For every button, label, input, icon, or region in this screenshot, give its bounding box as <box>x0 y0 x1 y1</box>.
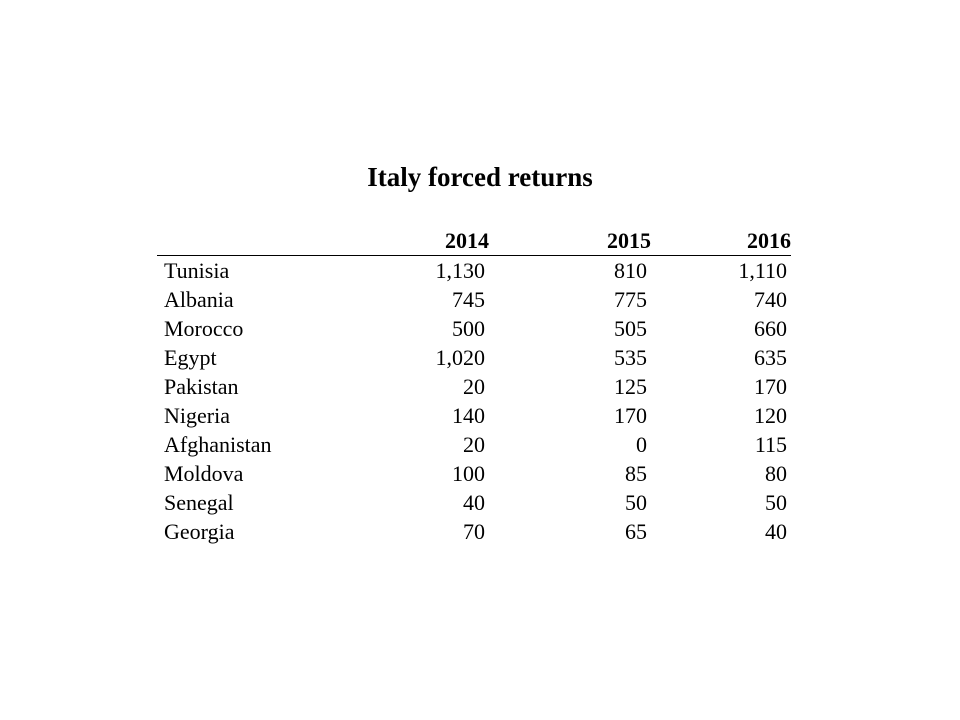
table-header-row <box>157 226 791 256</box>
country-cell: Egypt <box>164 345 217 370</box>
country-cell: Morocco <box>164 316 244 341</box>
value-cell-2015: 775 <box>614 287 647 312</box>
value-cell-2015: 535 <box>614 345 647 370</box>
value-cell-2014: 500 <box>452 316 485 341</box>
column-header-2014: 2014 <box>324 226 489 256</box>
country-cell: Moldova <box>164 461 244 486</box>
value-cell-2016: 50 <box>765 490 787 515</box>
value-cell-2014: 1,130 <box>435 258 485 283</box>
value-cell-2016: 40 <box>765 519 787 544</box>
value-cell-2016: 660 <box>754 316 787 341</box>
value-cell-2014: 100 <box>452 461 485 486</box>
value-cell-2016: 1,110 <box>738 258 787 283</box>
value-cell-2015: 505 <box>614 316 647 341</box>
column-header-2016: 2016 <box>651 226 791 256</box>
page-title: Italy forced returns <box>367 162 593 192</box>
value-cell-2016: 740 <box>754 287 787 312</box>
country-cell: Afghanistan <box>164 432 272 457</box>
country-cell: Tunisia <box>164 258 230 283</box>
value-cell-2014: 745 <box>452 287 485 312</box>
country-cell: Pakistan <box>164 374 239 399</box>
table-row <box>157 372 791 401</box>
table-row <box>157 256 791 286</box>
table-row <box>157 488 791 517</box>
value-cell-2016: 635 <box>754 345 787 370</box>
column-header-2015: 2015 <box>489 226 651 256</box>
value-cell-2015: 810 <box>614 258 647 283</box>
value-cell-2015: 85 <box>625 461 647 486</box>
value-cell-2014: 20 <box>463 432 485 457</box>
value-cell-2014: 20 <box>463 374 485 399</box>
table-row <box>157 314 791 343</box>
country-cell: Albania <box>164 287 234 312</box>
value-cell-2014: 40 <box>463 490 485 515</box>
value-cell-2016: 170 <box>754 374 787 399</box>
corner-header <box>157 226 324 256</box>
value-cell-2014: 70 <box>463 519 485 544</box>
value-cell-2014: 140 <box>452 403 485 428</box>
value-cell-2016: 115 <box>754 432 787 457</box>
country-cell: Georgia <box>164 519 235 544</box>
table-row <box>157 343 791 372</box>
table-row <box>157 430 791 459</box>
value-cell-2014: 1,020 <box>435 345 485 370</box>
value-cell-2015: 125 <box>614 374 647 399</box>
value-cell-2016: 120 <box>754 403 787 428</box>
table-row <box>157 401 791 430</box>
country-cell: Nigeria <box>164 403 230 428</box>
value-cell-2015: 170 <box>614 403 647 428</box>
country-cell: Senegal <box>164 490 234 515</box>
table-row <box>157 285 791 314</box>
value-cell-2015: 0 <box>636 432 647 457</box>
value-cell-2016: 80 <box>765 461 787 486</box>
value-cell-2015: 65 <box>625 519 647 544</box>
returns-table <box>157 226 791 546</box>
table-row <box>157 517 791 546</box>
table-row <box>157 459 791 488</box>
value-cell-2015: 50 <box>625 490 647 515</box>
